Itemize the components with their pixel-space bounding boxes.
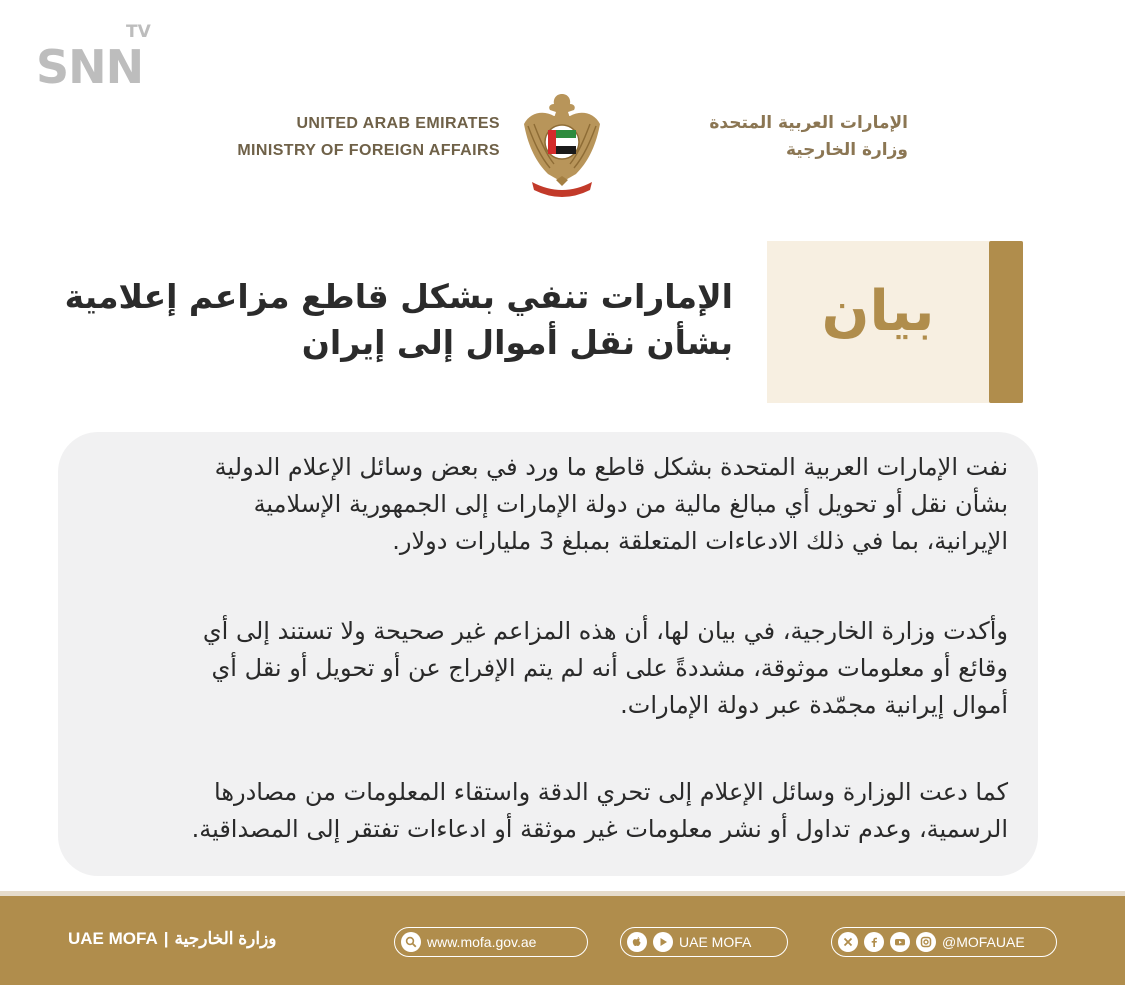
paragraph-1-line: بشأن نقل أو تحويل أي مبالغ مالية من دولة الإمارات إلى الجمهورية الإسلامية bbox=[253, 490, 1008, 518]
paragraph-2 bbox=[78, 613, 1008, 724]
facebook-icon bbox=[864, 932, 884, 952]
statement-label: بيان bbox=[821, 279, 935, 344]
paragraph-2-line: وأكدت وزارة الخارجية، في بيان لها، أن هذه المزاعم غير صحيحة ولا تستند إلى أي bbox=[202, 617, 1008, 645]
app-name: UAE MOFA bbox=[679, 934, 752, 950]
search-icon bbox=[401, 932, 421, 952]
country-name-en: UNITED ARAB EMIRATES bbox=[296, 115, 500, 132]
app-link[interactable] bbox=[620, 927, 788, 957]
instagram-icon bbox=[916, 932, 936, 952]
paragraph-1 bbox=[78, 449, 1008, 560]
label-accent-bar bbox=[989, 241, 1023, 403]
paragraph-1-line: نفت الإمارات العربية المتحدة بشكل قاطع ما ورد في بعض وسائل الإعلام الدولية bbox=[214, 453, 1008, 481]
ministry-header bbox=[0, 88, 1125, 198]
footer-brand-ar: وزارة الخارجية bbox=[174, 929, 277, 948]
uae-falcon-emblem-icon bbox=[520, 90, 604, 198]
statement-headline bbox=[64, 274, 733, 366]
statement-body-card bbox=[58, 432, 1038, 876]
headline-line-1: الإمارات تنفي بشكل قاطع مزاعم إعلامية bbox=[64, 277, 733, 316]
apple-icon bbox=[627, 932, 647, 952]
footer-brand-en: UAE MOFA bbox=[68, 929, 158, 948]
website-link[interactable] bbox=[394, 927, 588, 957]
footer-brand bbox=[68, 929, 277, 949]
headline-line-2: بشأن نقل أموال إلى إيران bbox=[301, 323, 733, 362]
footer-brand-separator: | bbox=[163, 929, 169, 948]
footer-bar bbox=[0, 896, 1125, 985]
paragraph-2-line: وقائع أو معلومات موثوقة، مشددةً على أنه لم يتم الإفراج عن أو تحويل أو نقل أي bbox=[211, 654, 1008, 682]
watermark-logo-text: SNN bbox=[36, 40, 144, 94]
ministry-name-ar: وزارة الخارجية bbox=[785, 140, 908, 160]
paragraph-3-line: كما دعت الوزارة وسائل الإعلام إلى تحري الدقة واستقاء المعلومات من مصادرها bbox=[214, 778, 1008, 806]
paragraph-3-line: الرسمية، وعدم تداول أو نشر معلومات غير موثقة أو ادعاءات تفتقر إلى المصداقية. bbox=[191, 815, 1008, 843]
snn-tv-watermark bbox=[36, 22, 156, 94]
social-links[interactable] bbox=[831, 927, 1057, 957]
ministry-name-english bbox=[237, 110, 500, 164]
x-icon bbox=[838, 932, 858, 952]
ministry-name-en: MINISTRY OF FOREIGN AFFAIRS bbox=[237, 142, 500, 159]
country-name-ar: الإمارات العربية المتحدة bbox=[709, 113, 908, 133]
statement-title-area bbox=[0, 238, 1125, 404]
paragraph-1-line: الإيرانية، بما في ذلك الادعاءات المتعلقة بمبلغ 3 مليارات دولار. bbox=[392, 527, 1008, 555]
statement-label-box bbox=[767, 241, 1023, 403]
footer-divider bbox=[0, 891, 1125, 896]
youtube-icon bbox=[890, 932, 910, 952]
ministry-name-arabic bbox=[628, 110, 908, 164]
watermark-sub-text: TV bbox=[126, 22, 151, 42]
social-handle: @MOFAUAE bbox=[942, 934, 1025, 950]
paragraph-3 bbox=[78, 774, 1008, 848]
play-store-icon bbox=[653, 932, 673, 952]
paragraph-2-line: أموال إيرانية مجمّدة عبر دولة الإمارات. bbox=[620, 691, 1008, 719]
website-url: www.mofa.gov.ae bbox=[427, 934, 537, 950]
